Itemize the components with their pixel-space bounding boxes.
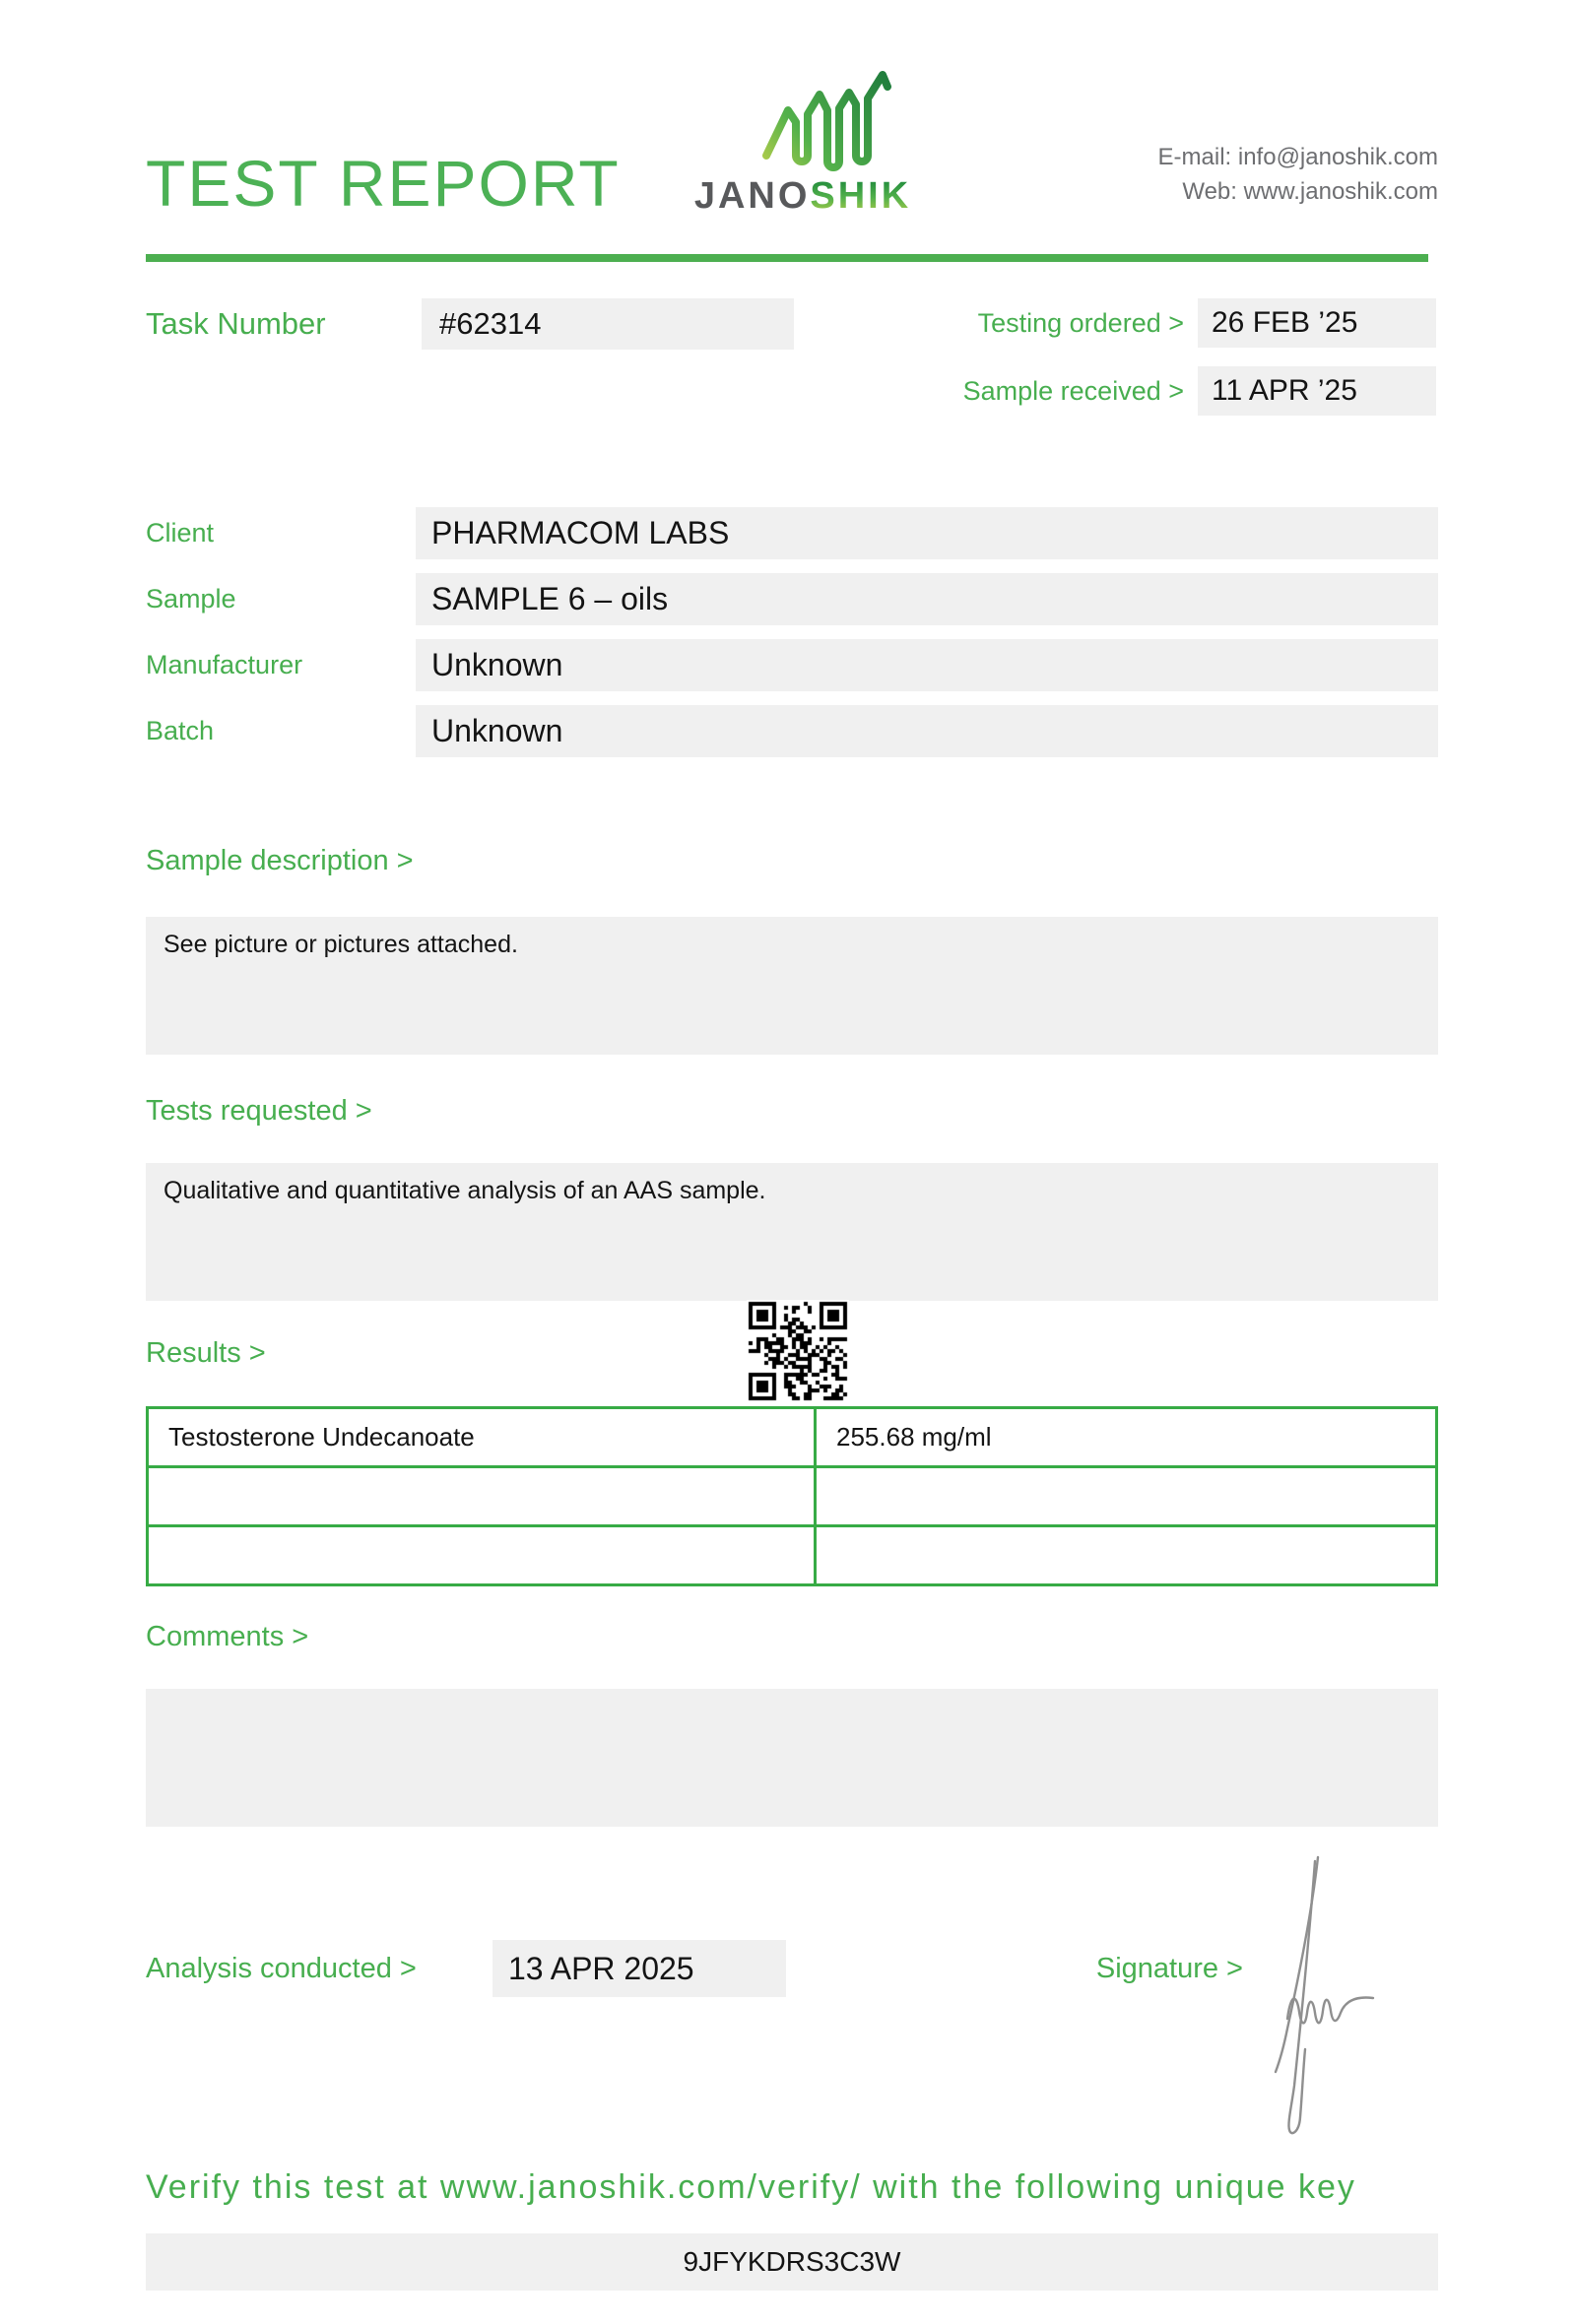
batch-value: Unknown <box>416 705 1438 757</box>
results-row <box>148 1408 1437 1467</box>
contact-email: E-mail: info@janoshik.com <box>1157 144 1438 170</box>
signature-scribble <box>1273 1849 1391 2145</box>
results-table <box>146 1406 1438 1586</box>
task-number-label: Task Number <box>146 306 326 341</box>
verify-heading: Verify this test at www.janoshik.com/verify/ with the following unique key <box>146 2168 1356 2206</box>
unique-key-value: 9JFYKDRS3C3W <box>146 2233 1438 2291</box>
result-substance: Testosterone Undecanoate <box>148 1408 816 1467</box>
contact-web: Web: www.janoshik.com <box>1182 178 1438 205</box>
result-value <box>816 1526 1437 1585</box>
analysis-conducted-label: Analysis conducted > <box>146 1953 417 1984</box>
comments-box <box>146 1689 1438 1827</box>
sample-received-value: 11 APR ’25 <box>1198 366 1436 416</box>
sample-description-heading: Sample description > <box>146 845 414 876</box>
signature-label: Signature > <box>1095 1953 1243 1984</box>
qr-code <box>747 1300 849 1402</box>
results-heading: Results > <box>146 1337 266 1369</box>
task-number-value: #62314 <box>422 298 794 350</box>
testing-ordered-value: 26 FEB ’25 <box>1198 298 1436 348</box>
logo-jano: JANO <box>693 175 811 217</box>
page-title: TEST REPORT <box>146 147 621 220</box>
logo-wordmark <box>680 175 926 218</box>
logo-shik: SHIK <box>810 175 912 217</box>
result-value <box>816 1467 1437 1526</box>
testing-ordered-label: Testing ordered > <box>977 308 1184 338</box>
results-row <box>148 1467 1437 1526</box>
client-value: PHARMACOM LABS <box>416 507 1438 559</box>
results-row <box>148 1526 1437 1585</box>
sample-value: SAMPLE 6 – oils <box>416 573 1438 625</box>
result-substance <box>148 1467 816 1526</box>
sample-description-box: See picture or pictures attached. <box>146 917 1438 1055</box>
tests-requested-box: Qualitative and quantitative analysis of an AAS sample. <box>146 1163 1438 1301</box>
result-substance <box>148 1526 816 1585</box>
header-divider <box>146 254 1428 262</box>
result-value: 255.68 mg/ml <box>816 1408 1437 1467</box>
sample-received-label: Sample received > <box>962 376 1184 406</box>
comments-heading: Comments > <box>146 1621 309 1652</box>
contact-block <box>1158 140 1438 209</box>
manufacturer-label: Manufacturer <box>146 650 303 679</box>
tests-requested-heading: Tests requested > <box>146 1095 372 1127</box>
logo-chart-icon <box>758 65 896 180</box>
manufacturer-value: Unknown <box>416 639 1438 691</box>
client-label: Client <box>146 518 215 548</box>
analysis-date-value: 13 APR 2025 <box>492 1940 786 1997</box>
batch-label: Batch <box>146 716 215 745</box>
sample-label: Sample <box>146 584 236 613</box>
